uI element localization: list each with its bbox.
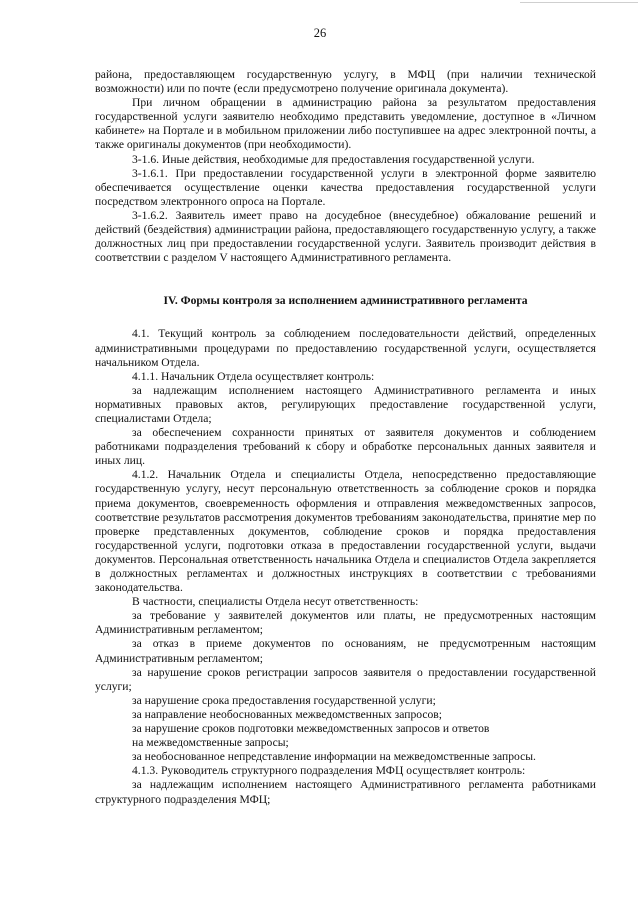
paragraph: за надлежащим исполнением настоящего Административного регламента и иных нормативных правовых актов, регулирующих предоставление государственной услуги, специалистами Отдела; [95,383,596,425]
paragraph: 4.1. Текущий контроль за соблюдением последовательности действий, определенных административными процедурами по предоставлению государственной услуги, осуществляется начальником Отдела. [95,327,596,369]
paragraphs-after-heading [95,327,596,806]
paragraph: за надлежащим исполнением настоящего Административного регламента работниками структурного подразделения МФЦ; [95,778,596,806]
document-body [95,68,596,807]
paragraph: за обеспечением сохранности принятых от заявителя документов и соблюдением работниками подразделения требований к сбору и обработке персональных данных заявителя и иных лиц. [95,426,596,468]
paragraph: за требование у заявителей документов или платы, не предусмотренных настоящим Административным регламентом; [95,609,596,637]
paragraph: за направление необоснованных межведомственных запросов; [132,707,442,721]
paragraph: 3-1.6.1. При предоставлении государственной услуги в электронной форме заявителю обеспечивается осуществление оценки качества предоставления государственной услуги посредством электронного опроса на Портале. [95,166,596,208]
scan-edge-mark [520,2,638,6]
paragraphs-before-heading [95,68,596,265]
paragraph: При личном обращении в администрацию района за результатом предоставления государственной услуги заявителю необходимо представить уведомление, доступное в «Личном кабинете» на Портале и в мобильном приложении либо поступившее на адрес электронной почты, а также оригиналы документов (при необходимости). [95,96,596,152]
paragraph: 3-1.6. Иные действия, необходимые для предоставления государственной услуги. [132,152,535,166]
paragraph: В частности, специалисты Отдела несут ответственность: [132,595,419,609]
paragraph: на межведомственные запросы; [132,736,289,750]
paragraph: за необоснованное непредставление информации на межведомственные запросы. [132,750,536,764]
section-heading: IV. Формы контроля за исполнением административного регламента [163,294,528,308]
paragraph: 4.1.3. Руководитель структурного подразделения МФЦ осуществляет контроль: [132,764,526,778]
paragraph: за отказ в приеме документов по основаниям, не предусмотренным настоящим Административным регламентом; [95,637,596,665]
paragraph: 4.1.1. Начальник Отдела осуществляет контроль: [132,369,375,383]
page-number: 26 [313,26,327,40]
paragraph: за нарушение сроков подготовки межведомственных запросов и ответов [132,722,490,736]
paragraph: за нарушение срока предоставления государственной услуги; [132,693,436,707]
paragraph: 3-1.6.2. Заявитель имеет право на досудебное (внесудебное) обжалование решений и действий (бездействия) администрации района, предоставляющего государственную услугу, а также должностных лиц при предоставлении государственной услуги. Заявитель производит действия в соответствии с разделом V настоящего Административного регламента. [95,208,596,265]
paragraph: 4.1.2. Начальник Отдела и специалисты Отдела, непосредственно предоставляющие государственную услугу, несут персональную ответственность за соблюдение сроков и порядка приема документов, своевременность оформления и отправления межведомственных запросов, соответствие результатов рассмотрения документов требованиям законодательства, принятие мер по проверке представленных документов, соблюдение сроков и порядка предоставления государственной услуги, подготовки отказа в предоставлении государственной услуги, выдачи документов. Персональная ответственность начальника Отдела и специалистов Отдела закрепляется в должностных регламентах и должностных инструкциях в соответствии с требованиями законодательства. [95,468,596,595]
paragraph: района, предоставляющем государственную услугу, в МФЦ (при наличии технической возможности) или по почте (если предусмотрено получение оригинала документа). [95,68,596,96]
paragraph: за нарушение сроков регистрации запросов заявителя о предоставлении государственной услуги; [95,665,596,693]
